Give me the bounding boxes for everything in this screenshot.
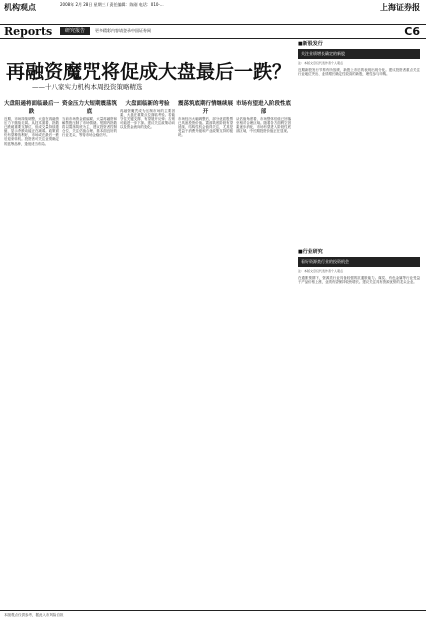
column-label: 机构观点 [4, 3, 36, 12]
section-bar [0, 24, 426, 39]
section-description: 更多精彩内容请登录中国证券网 [95, 28, 151, 33]
article-column [4, 96, 59, 606]
article-body: 从估值角度看，市场整体估值已回落至相对合理区域。随着各方面利空因素逐步消化，市场有望进入阶段性底部区域，中长期投资价值正在显现。 [236, 117, 291, 134]
sidebar-note: 注：本版文章仅代表作者个人观点 [298, 61, 344, 65]
section-title: Reports [4, 25, 53, 38]
article-heading: 大盘阻遏将面临最后一跌 [4, 101, 59, 115]
article-heading: 震荡筑底期行情继续展开 [178, 101, 233, 115]
page-subheadline: ——十八家实力机构本周投资策略精选 [32, 83, 143, 91]
sidebar-title-box: 关注业绩增长确定的新股 [298, 49, 420, 59]
article-column [62, 96, 117, 606]
page-footer: 本版观点仅供参考，据此入市风险自担 [0, 610, 426, 622]
article-body: 当前市场资金面偏紧，大量再融资和解禁股压制了市场情绪。短期内指数将以震荡筑底为主，建议投资者控制仓位，关注估值合理、基本面良好的行业龙头，等待市场企稳信号。 [62, 117, 117, 138]
sidebar-heading: ■新股发行 [298, 41, 323, 47]
article-area [4, 96, 294, 606]
sidebar-title-box: 看好资源类行业的投资机会 [298, 257, 420, 267]
sidebar-note: 注：本版文章仅代表作者个人观点 [298, 269, 344, 273]
sidebar-heading: ■行业研究 [298, 249, 323, 255]
section-badge: 研究报告 [60, 27, 90, 35]
article-body: 再融资魔咒成为压制市场的主要因素，大盘在重要点位面临考验。若能守住关键支撑，有望展开反弹；否则可能进一步下探。建议关注政策动向以及资金流向的变化。 [120, 109, 175, 130]
page-number: C6 [404, 25, 420, 38]
issue-info: 2008年 2月 28日 星期三 / 责任编辑：陈刚 电话：010-... [60, 2, 164, 7]
article-heading: 市场有望进入阶段性底部 [236, 101, 291, 115]
article-column [236, 96, 291, 606]
sidebar-body: 近期新股发行节奏有所放缓，新股上市后的表现出现分化。建议投资者重点关注行业地位突出、业绩增长确定性较高的新股，理性参与申购。 [298, 68, 420, 77]
article-column [178, 96, 233, 606]
article-heading: 资金压力大短期震荡筑底 [62, 101, 117, 115]
page-headline: 再融资魔咒将促成大盘最后一跌？ [6, 61, 292, 83]
article-column [120, 96, 175, 606]
article-body: 近期，市场持续调整，大盘在再融资压力下继续走弱。从技术面看，指数已跌破重要支撑位，但成交量持续萎缩，显示杀跌动能正在减弱。政策面仍有望释放利好，市场或在最后一跌后迎来转机。投资者可关注业绩确定的蓝筹品种，逢低适当布局。 [4, 117, 59, 146]
article-body: 市场经历大幅调整后，部分优质股票已具备投资价值。震荡筑底阶段有望延续，结构性机会值得关注，尤其是受益于消费升级和产业政策支持的板块。 [178, 117, 233, 138]
masthead-bar [0, 0, 426, 25]
newspaper-name: 上海证券报 [380, 2, 420, 12]
sidebar-column [298, 40, 420, 606]
sidebar-body: 在通胀预期下，资源类行业具备较强的抗通胀能力。煤炭、有色金属等行业受益于产品价格上涨，业绩有望保持较快增长。建议关注具有资源优势的龙头企业。 [298, 276, 420, 285]
article-heading: 大盘面临新的考验 [125, 101, 170, 107]
